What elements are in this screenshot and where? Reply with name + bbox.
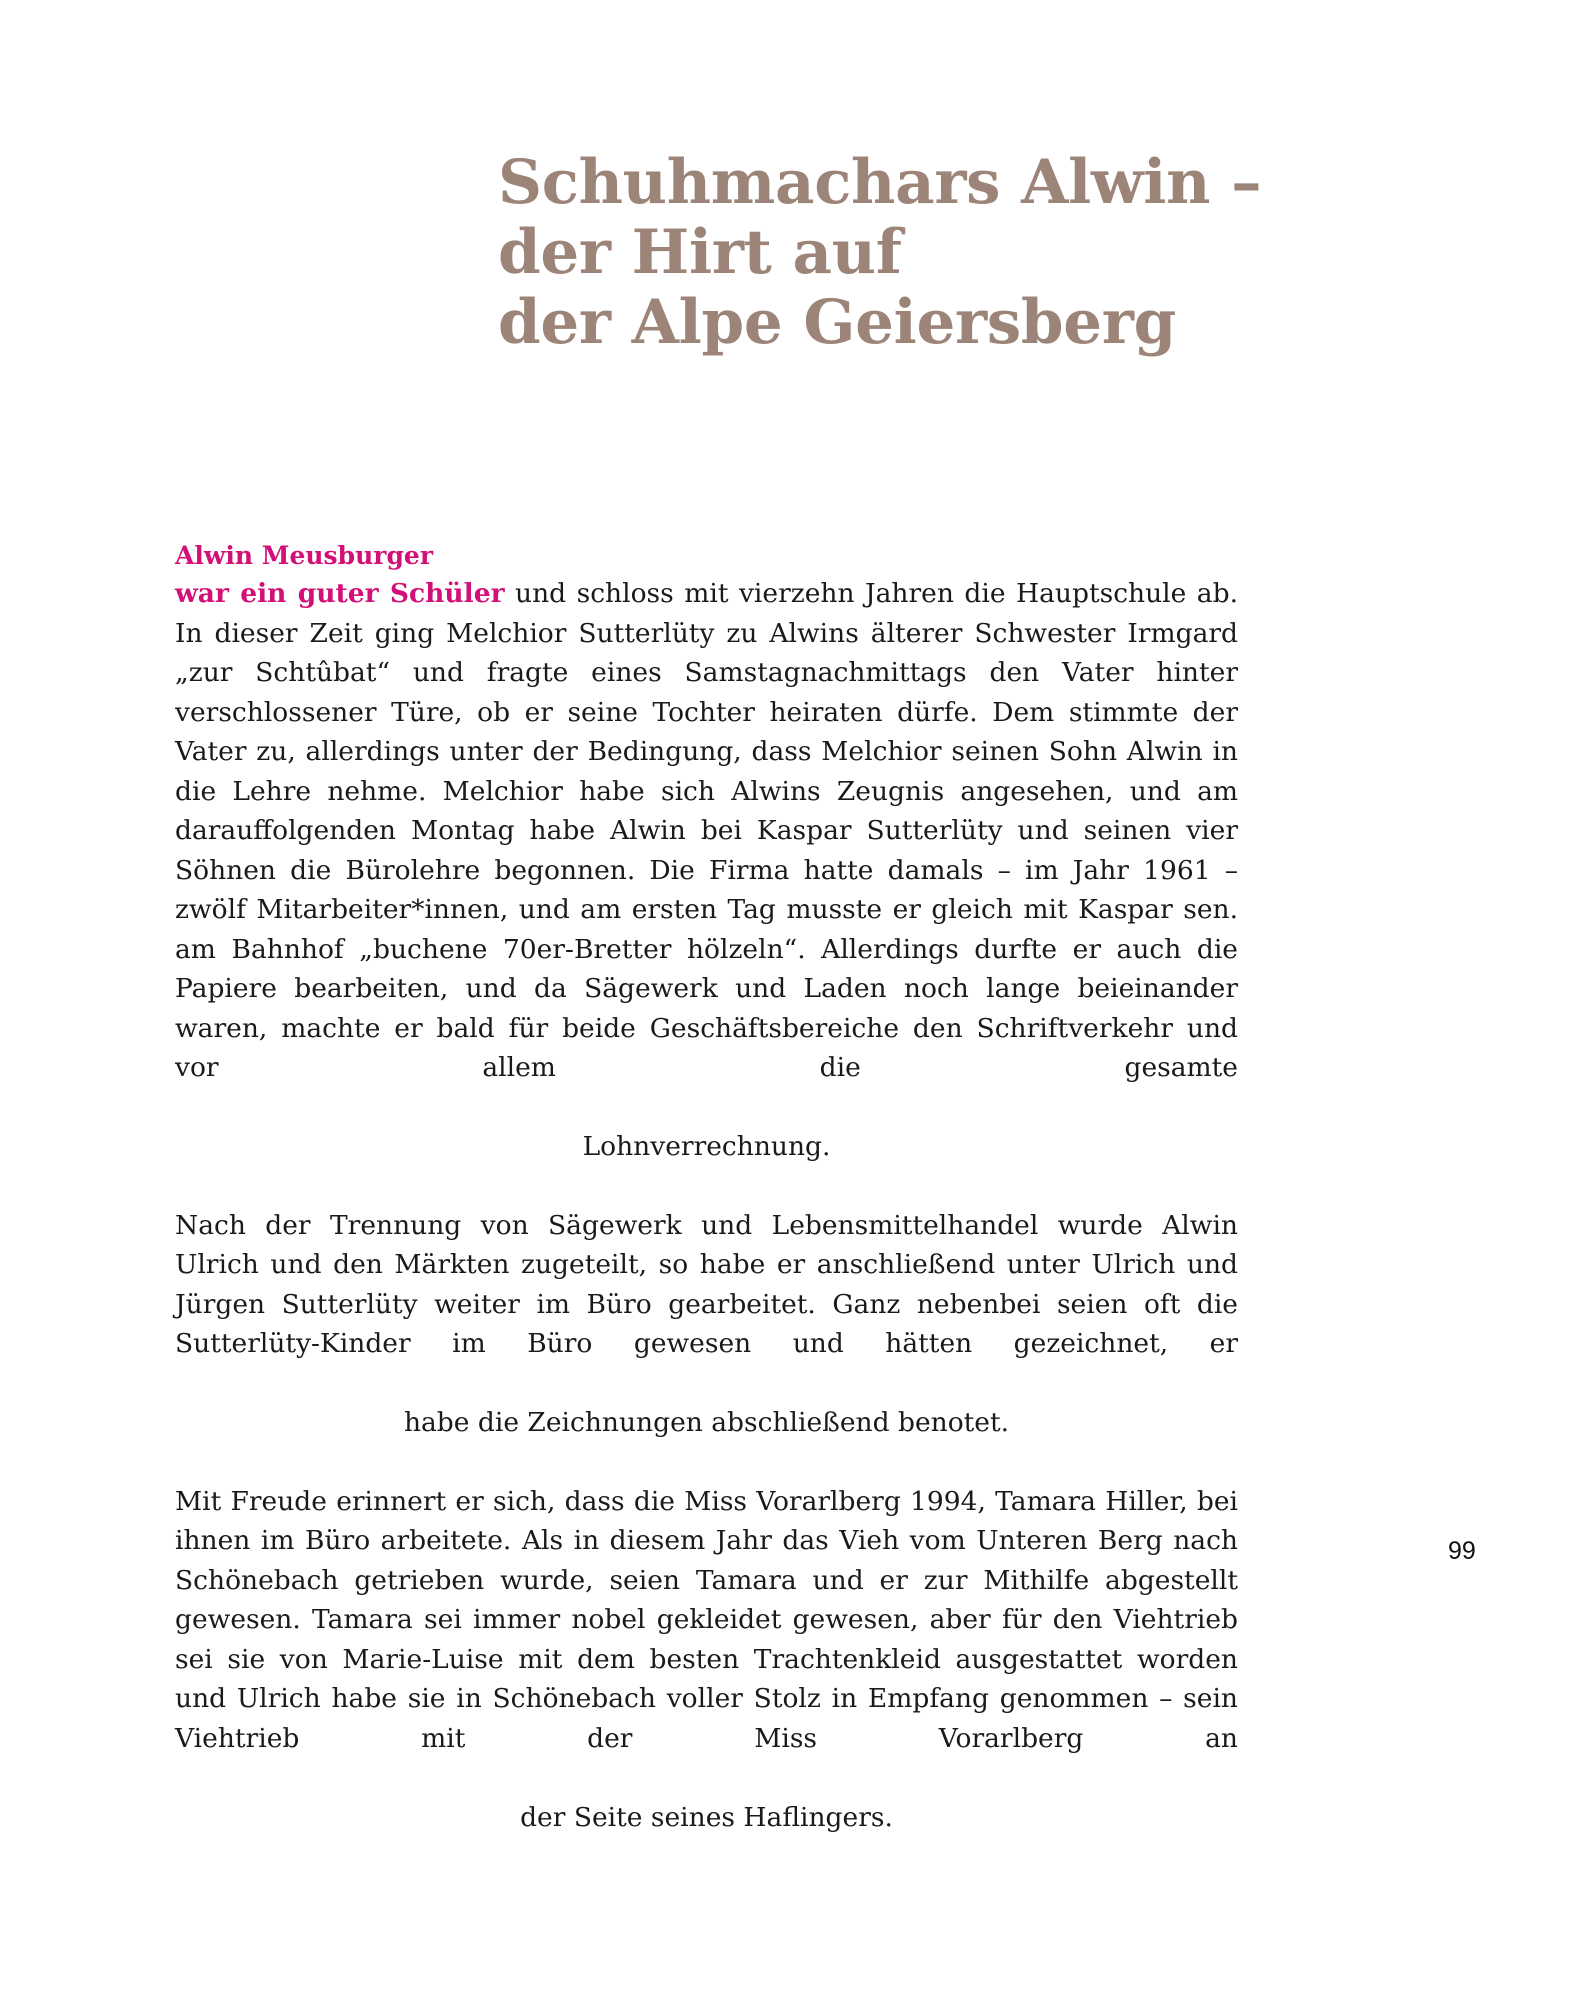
paragraph-1 bbox=[175, 574, 1238, 1127]
paragraph-1-body: und schloss mit vierzehn Jahren die Hauptschule ab. In dieser Zeit ging Melchior Sutterlüty zu Alwins älterer Schwester Irmgard „zur Schtûbat“ und fragte eines Samstagnachmittags den Vater hinter verschlossener Türe, ob er seine Tochter heiraten dürfe. Dem stimmte der Vater zu, allerdings unter der Bedingung, dass Melchior seinen Sohn Alwin in die Lehre nehme. Melchior habe sich Alwins Zeugnis angesehen, und am darauffolgenden Montag habe Alwin bei Kaspar Sutterlüty und seinen vier Söhnen die Bürolehre begonnen. Die Firma hatte damals – im Jahr 1961 – zwölf Mitarbeiter*innen, und am ersten Tag musste er gleich mit Kaspar sen. am Bahnhof „buchene 70er-Bretter hölzeln“. Allerdings durfte er auch die Papiere bearbeiten, und da Sägewerk und Laden noch lange beieinander waren, machte er bald für beide Geschäftsbereiche den Schriftverkehr und vor allem die gesamte bbox=[175, 578, 1238, 1083]
body-column bbox=[175, 537, 1238, 1837]
paragraph-2-last-line: habe die Zeichnungen abschließend benotet. bbox=[403, 1407, 1010, 1438]
paragraph-3-last-line: der Seite seines Haflingers. bbox=[520, 1801, 893, 1833]
title-line-3: der Alpe Geiersberg bbox=[498, 287, 1176, 358]
paragraph-1-last-line: Lohnverrechnung. bbox=[582, 1131, 831, 1162]
page-number: 99 bbox=[1448, 1537, 1476, 1565]
lead-author-name: Alwin Meusburger bbox=[175, 541, 434, 570]
page-title bbox=[498, 148, 1428, 358]
paragraph-3 bbox=[175, 1482, 1238, 1798]
paragraph-2-body: Nach der Trennung von Sägewerk und Lebensmittelhandel wurde Alwin Ulrich und den Märkten zugeteilt, so habe er anschließend unter Ulrich und Jürgen Sutterlüty weiter im Büro gearbeitet. Ganz nebenbei seien oft die Sutterlüty-Kinder im Büro gewesen und hätten gezeichnet, er bbox=[175, 1209, 1238, 1359]
title-line-2: der Hirt auf bbox=[498, 217, 902, 288]
lead-highlight-run: war ein guter Schüler bbox=[175, 578, 505, 609]
paragraph-3-body: Mit Freude erinnert er sich, dass die Miss Vorarlberg 1994, Tamara Hiller, bei ihnen im Büro arbeitete. Als in diesem Jahr das Vieh vom Unteren Berg nach Schönebach getrieben wurde, seien Tamara und er zur Mithilfe abgestellt gewesen. Tamara sei immer nobel gekleidet gewesen, aber für den Viehtrieb sei sie von Marie-Luise mit dem besten Trachtenkleid ausgestattet worden und Ulrich habe sie in Schönebach voller Stolz in Empfang genommen – sein Viehtrieb mit der Miss Vorarlberg an bbox=[175, 1485, 1238, 1754]
title-line-1: Schuhmachars Alwin – bbox=[498, 147, 1262, 218]
paragraph-2 bbox=[175, 1206, 1238, 1404]
